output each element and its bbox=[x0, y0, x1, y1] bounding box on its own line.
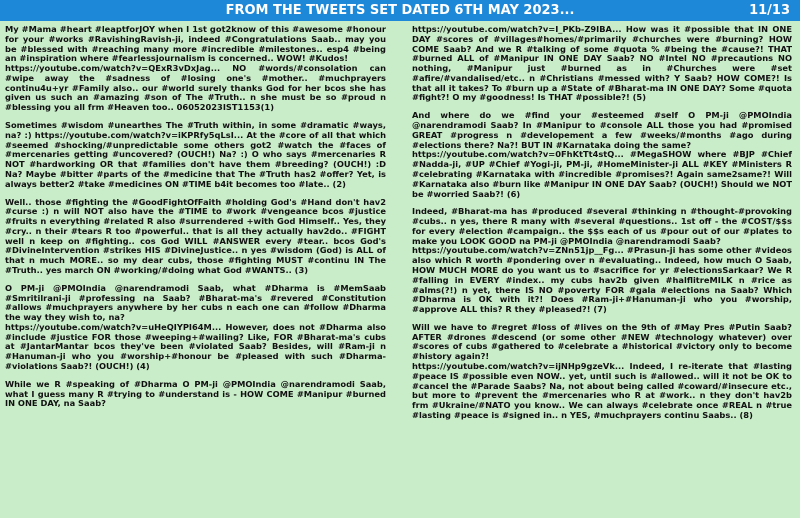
tweet-paragraph: Will we have to #regret #loss of #lives on the 9th of #May Pres #Putin Saab? AFTER #drones #descend (or some other #NEW #technology whatever) over #scores of cubs #gathered to #celebrate a #historical #victory only to become #history again?! https://youtube.com/watch?v=ijNHp9gzeVk... Indeed, I re-iterate that #lasting #peace IS #possible even NOW.. yet, until such is #allowed.. will it not be OK to #cancel the #Parade Saabs? Na, not about being called #coward/#insecure etc., but more to #prevent the #mercenaries who R at #work.. n they don't hav2b frm #Ukraine/#NATO you know.. We can always #celebrate once #REAL n #true #lasting #peace is #signed in.. n YES, #muchprayers continu Saabs.. (8) bbox=[412, 321, 792, 420]
page-header bbox=[0, 0, 800, 21]
page-number: 11/13 bbox=[749, 3, 790, 18]
tweet-paragraph: https://youtube.com/watch?v=I_PKb-Z9IBA... How was it #possible that IN ONE DAY #scores of #villages#homes/#primarily #churches were #burning? HOW COME Saab? And we R #talking of some #quota % #being the #cause?! THAT #burned ALL of #Manipur IN ONE DAY Saab? NO #Intel NO #precautions NO nothing, #Manipur just #burned as in #Churches were #set #afire/#vandalised/etc.. n #Christians #messed with? Y Saab? HOW COME?! Is that all it takes? To #burn up a #State of #Bharat-ma IN ONE DAY? Some #quota #fight?! O my #goodness! Is THAT #possible?! (5) bbox=[412, 24, 792, 103]
left-column bbox=[5, 25, 386, 417]
right-column bbox=[412, 25, 792, 429]
tweet-paragraph: Well.. those #fighting the #GoodFightOfFaith #holding God's #Hand don't hav2 #curse :) n will NOT also have the #TIME to #work #vengeance bcos #justice #fruits n everything #related R also #surrendered +with God Himself.. Yes, they #cry.. n their #tears R too #powerful.. that is all they actually hav2do.. #FIGHT well n keep on #fighting.. cos God WILL #ANSWER every #tear.. bcos God's #DivineIntervention #strikes HIS #DivineJustice.. n yes #wisdom (God) is ALL of that n much MORE.. so my dear cubs, those #fighting MUST #continu IN The #Truth.. yes march ON #working/#doing what God #WANTS.. (3) bbox=[5, 196, 386, 275]
tweet-paragraph: While we R #speaking of #Dharma O PM-ji @PMOIndia @narendramodi Saab, what I guess many R #trying to #understand is - HOW COME #Manipur #burned IN ONE DAY, na Saab? bbox=[5, 378, 386, 409]
tweet-paragraph: Indeed, #Bharat-ma has #produced #several #thinking n #thought-#provoking #cubs.. n yes, there R many with #several #questions.. 1st off - the #COST/$$s for every #election #campaign.. the $$s each of us #pour out of our #plates to make you LOOK GOOD na PM-ji @PMOIndia @narendramodi Saab? https://youtube.com/watch?v=ZNn51jp__Fg... #Prasun-ji has some other #videos also which R worth #pondering over n #evaluating.. Indeed, how much O Saab, HOW MUCH MORE do you want us to #sacrifice for yr #electionsSarkaar? We R #falling in EVERY #index.. my cubs hav2b given #halflitreMILK n #rice as #alms(?!) n yet, there IS NO #poverty FOR #gala #elections na Saab? Which #Dharma is OK with it?! Does #Ram-ji+#Hanuman-ji who you #worship, #approve ALL this? R they #pleased?! (7) bbox=[412, 206, 792, 315]
tweet-paragraph: And where do we #find your #esteemed #self O PM-ji @PMOIndia @narendramodi Saab? In #Manipur to #console ALL those you had #promised GREAT #progress n #developement a few #weeks/#months #ago during #elections there? Na?! BUT IN #Karnataka doing the same? https://youtube.com/watch?v=0FhKtTt4stQ... #MegaSHOW where #BJP #Chief #Nadda-ji, #UP #Chief #Yogi-ji, PM-ji, #HomeMinister-ji ALL #KEY #Ministers R #celebrating #Karnataka with #incredible #promises?! Again same2same?! Will #Karnataka also #burn like #Manipur IN ONE DAY Saab? (OUCH!) Should we NOT be #worried Saab?! (6) bbox=[412, 110, 792, 199]
tweet-paragraph: My #Mama #heart #leaptforJOY when I 1st got2know of this #awesome #honour for your #works #RavishingRavish-ji, indeed #Congratulations Saab.. may you be #blessed with #reaching many more #incredible #milestones.. esp4 #being an #inspiration where #fearlessjournalism is concerned.. WOW! #Kudos! https://youtube.com/watch?v=QExR3vDxJag... NO #words/#consolation can #wipe away the #sadness of #losing one's #mother.. #muchprayers continu4u+yr #Family also.. our #world surely thanks God for her bcos she has given us such an #amazing #son of The #Truth.. n she must be so #proud n #blessing you all frm #Heaven too.. 06052023IST1153(1) bbox=[5, 24, 386, 113]
tweet-paragraph: Sometimes #wisdom #unearthes The #Truth within, in some #dramatic #ways, na? :) https://youtube.com/watch?v=iKPRfy5qLsI... At the #core of all that which #seemed #shocking/#unpredictable some others got2 #watch the #faces of #mercenaries getting #uncovered? (OUCH!) Na? :) O who says #mercenaries R NOT #hardworking OR that #families don't have them #breeding? (OUCH!) :D Na? Maybe #bitter #parts of the #medicine that The #Truth has2 #offer? Yet, is always better2 #take #medicines ON #TIME b4it becomes too #late.. (2) bbox=[5, 120, 386, 189]
header-title: FROM THE TWEETS SET DATED 6TH MAY 2023... bbox=[225, 3, 575, 18]
tweet-paragraph: O PM-ji @PMOIndia @narendramodi Saab, what #Dharma is #MemSaab #Smritilrani-ji #professing na Saab? #Bharat-ma's #revered #Constitution #allows #muchprayers anywhere by her cubs n each one can #follow #Dharma the way they wish to, na? https://youtube.com/watch?v=uHeQIYPI64M... However, does not #Dharma also #include #justice FOR those #weeping+#wailing? Like, FOR #Bharat-ma's cubs at #JantarMantar bcos they've been #violated Saab? Besides, will #Ram-ji n #Hanuman-ji who you #worship+#honour be #pleased with such #Dharma-#violations Saab?! (OUCH!) (4) bbox=[5, 282, 386, 371]
